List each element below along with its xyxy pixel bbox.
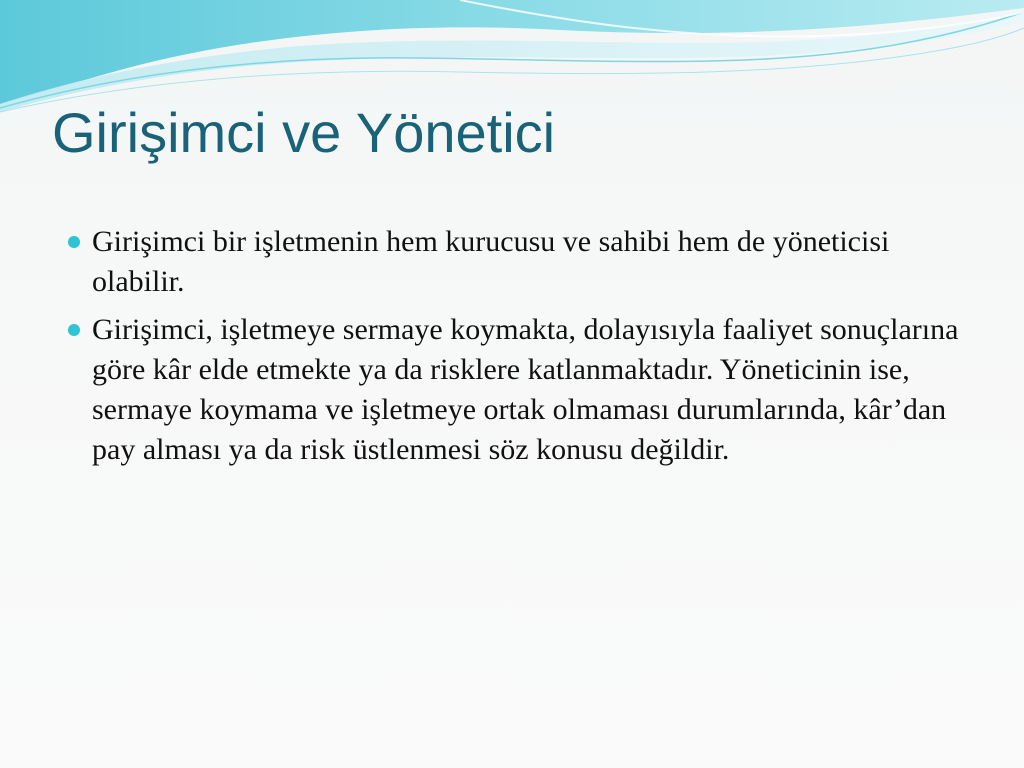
bullet-dot-icon [68,236,80,248]
bullet-dot-icon [68,324,80,336]
bullet-text: Girişimci, işletmeye sermaye koymakta, dolayısıyla faaliyet sonuçlarına göre kâr elde etmekte ya da risklere katlanmaktadır. Yöneticinin ise, sermaye koymama ve işletmeye ortak olmaması durumlarında, kâr’dan pay alması ya da risk üstlenmesi söz konusu değildir. [92,313,959,466]
bullet-text: Girişimci bir işletmenin hem kurucusu ve sahibi hem de yöneticisi olabilir. [92,225,890,298]
bullet-item [64,310,964,470]
bullet-item [64,222,964,302]
slide-title: Girişimci ve Yönetici [52,101,556,164]
bullet-list [64,222,964,478]
